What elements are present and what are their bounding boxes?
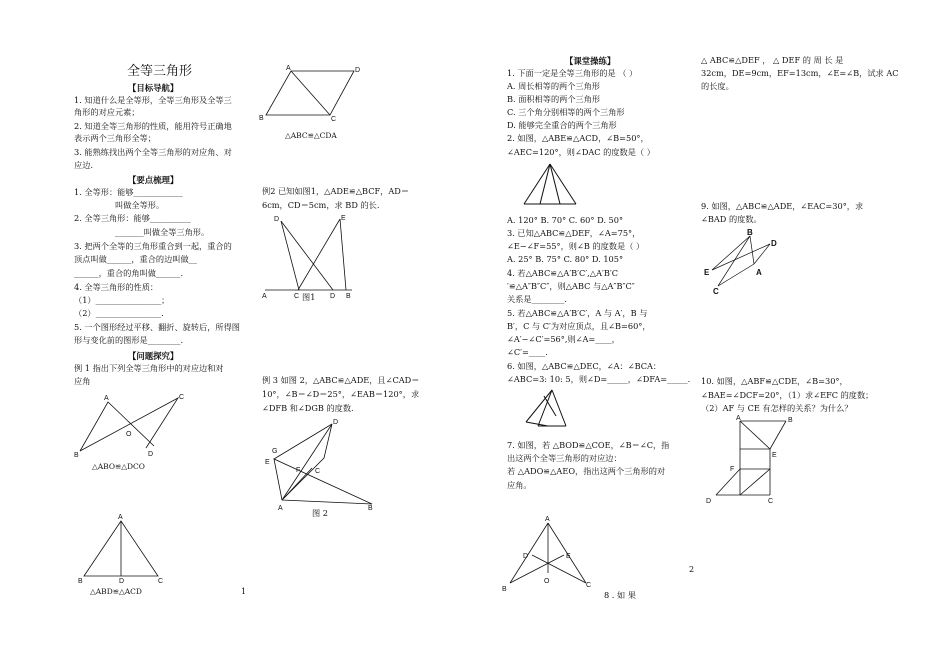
points-line: 叫做全等形。 bbox=[115, 200, 165, 210]
example2-line: 例2 已知如图1，△ADE≌△BCF，AD＝ bbox=[262, 186, 410, 196]
svg-text:D: D bbox=[148, 451, 154, 458]
svg-text:D: D bbox=[355, 67, 361, 74]
example2-line: 6cm，CD＝5cm，求 BD 的长. bbox=[262, 200, 380, 210]
points-line: （1）________________； bbox=[74, 295, 170, 305]
figure-caption-1: △ABO≌△DCO bbox=[92, 462, 145, 471]
example3-line: ∠DFB 和∠DGB 的度数. bbox=[262, 403, 354, 413]
q8-line: 32cm，DE=9cm，EF=13cm，∠E=∠B，试求 AC bbox=[701, 68, 899, 78]
q3-line: A. 25° B. 75° C. 80° D. 105° bbox=[507, 254, 624, 264]
q8-start: 8 . 如 果 bbox=[604, 590, 636, 600]
example1-line: 应角 bbox=[74, 376, 91, 386]
figure-caption-top: △ABC≌△CDA bbox=[285, 131, 337, 140]
svg-text:B: B bbox=[747, 228, 753, 237]
points-line: 2. 全等三角形：能够__________ bbox=[74, 213, 191, 223]
points-line: 1. 全等形：能够____________ bbox=[74, 187, 183, 197]
svg-text:D: D bbox=[523, 553, 529, 560]
goals-line: 应边. bbox=[74, 160, 93, 170]
svg-text:D: D bbox=[771, 239, 777, 248]
points-line: 4. 全等三角形的性质： bbox=[74, 282, 159, 292]
goals-line: 2. 知道全等三角形的性质，能用符号正确地 bbox=[74, 121, 232, 131]
figure-1-caption: 图1 bbox=[302, 292, 316, 302]
svg-text:C: C bbox=[315, 468, 321, 475]
svg-text:B: B bbox=[502, 586, 507, 593]
q6-line: 6. 如图，△ABC≌△DEC，∠A：∠BCA： bbox=[507, 361, 662, 371]
page-number-1: 1 bbox=[241, 587, 247, 596]
q6-figure bbox=[522, 386, 572, 431]
q1-line: B. 面积相等的两个三角形 bbox=[507, 94, 601, 104]
points-line: （2）________________. bbox=[74, 308, 164, 318]
svg-text:D: D bbox=[330, 293, 336, 300]
q7-line: 7. 如图，若 △BOD≌△COE，∠B＝∠C，指 bbox=[507, 440, 670, 450]
svg-text:D: D bbox=[119, 578, 125, 585]
svg-text:D: D bbox=[333, 419, 339, 426]
svg-text:A: A bbox=[545, 516, 550, 523]
svg-text:A: A bbox=[118, 514, 123, 521]
svg-text:E: E bbox=[566, 553, 571, 560]
svg-text:A: A bbox=[756, 268, 762, 277]
svg-text:F: F bbox=[730, 466, 735, 473]
example3-line: 10°，∠B＝∠D＝25°，∠EAB＝120°，求 bbox=[262, 389, 420, 399]
q3-line: ∠E−∠F=55°，则∠B 的度数是（ ） bbox=[507, 241, 645, 251]
svg-text:E: E bbox=[772, 452, 777, 459]
svg-text:C: C bbox=[586, 582, 592, 589]
svg-text:B: B bbox=[788, 417, 793, 424]
q10-line: 10. 如图，△ABF≌△CDE，∠B=30°， bbox=[701, 376, 848, 386]
figure-2-caption: 图 2 bbox=[312, 508, 328, 518]
points-line: 顶点叫做______，重合的边叫做__ bbox=[74, 254, 197, 264]
svg-text:A: A bbox=[104, 395, 109, 402]
q10-line: ∠BAE=∠DCF=20°，（1）求∠EFC 的度数； bbox=[701, 390, 874, 400]
q2-line: ∠AEC=120°，则∠DAC 的度数是（ ） bbox=[507, 147, 655, 157]
q9-line: 9. 如图，△ABC≌△ADE，∠EAC=30°，求 bbox=[701, 201, 864, 211]
q5-line: ∠A′−∠C′=56°,则∠A=____， bbox=[507, 334, 620, 344]
q4-line: 关系是________. bbox=[507, 294, 567, 304]
q10-line: （2）AF 与 CE 有怎样的关系？为什么？ bbox=[701, 403, 853, 413]
svg-text:C: C bbox=[331, 116, 337, 123]
example1-line: 例 1 指出下列全等三角形中的对应边和对 bbox=[74, 363, 224, 373]
points-line: ______，重合的角叫做______. bbox=[74, 268, 184, 278]
page-number-2: 2 bbox=[689, 565, 695, 574]
svg-text:C: C bbox=[713, 287, 719, 296]
page-title: 全等三角形 bbox=[127, 64, 193, 79]
points-heading: 【要点梳理】 bbox=[128, 175, 179, 185]
q2-options: A. 120° B. 70° C. 60° D. 50° bbox=[507, 215, 624, 225]
svg-text:E: E bbox=[704, 268, 710, 277]
svg-text:O: O bbox=[126, 431, 132, 438]
q5-line: B′，C 与 C′为对应顶点，且∠B=60°， bbox=[507, 321, 651, 331]
svg-text:B: B bbox=[259, 115, 264, 122]
svg-text:D: D bbox=[706, 498, 712, 505]
svg-text:F: F bbox=[296, 467, 301, 474]
q1-line: A. 周长相等的两个三角形 bbox=[507, 81, 600, 91]
svg-text:D: D bbox=[274, 216, 280, 223]
q8-line: △ ABC≌△DEF ， △ DEF 的 周 长 是 bbox=[701, 55, 844, 65]
goals-heading: 【目标导航】 bbox=[128, 83, 179, 93]
q7-figure bbox=[500, 515, 595, 595]
q5-line: ∠C′=____. bbox=[507, 347, 548, 357]
practice-heading: 【课堂操练】 bbox=[565, 56, 616, 66]
q10-figure bbox=[704, 413, 794, 508]
svg-text:B: B bbox=[74, 452, 79, 459]
q5-line: 5. 若△ABC≌△A′B′C′，A 与 A′，B 与 bbox=[507, 308, 648, 318]
svg-text:C: C bbox=[294, 293, 300, 300]
q3-line: 3. 已知△ABC≌△DEF，∠A=75°， bbox=[507, 228, 641, 238]
svg-text:G: G bbox=[272, 448, 278, 455]
goals-line: 角形的对应元素； bbox=[74, 107, 140, 117]
figure-abd-acd bbox=[78, 516, 168, 586]
q1-line: 1. 下面一定是全等三角形的是 （ ） bbox=[507, 68, 638, 78]
q7-line: 若 △ADO≌△AEO，指出这两个三角形的对 bbox=[507, 466, 666, 476]
q9-figure bbox=[704, 228, 794, 298]
svg-text:A: A bbox=[278, 505, 283, 512]
points-line: 3. 把两个全等的三角形重合到一起，重合的 bbox=[74, 241, 232, 251]
q8-line: 的长度。 bbox=[701, 81, 734, 91]
q9-line: ∠BAD 的度数。 bbox=[701, 214, 762, 224]
explore-heading: 【问题探究】 bbox=[128, 351, 179, 361]
q1-line: C. 三个角分别相等的两个三角形 bbox=[507, 107, 625, 117]
q7-line: 出这两个全等三角形的对应边： bbox=[507, 453, 622, 463]
svg-text:C: C bbox=[179, 394, 185, 401]
svg-text:C: C bbox=[768, 498, 774, 505]
goals-line: 3. 能熟练找出两个全等三角形的对应角、对 bbox=[74, 147, 232, 157]
svg-text:E: E bbox=[341, 215, 346, 222]
points-line: 5. 一个图形经过平移、翻折、旋转后，所得图 bbox=[74, 322, 240, 332]
example3-line: 例 3 如图 2，△ABC≌△ADE，且∠CAD＝ bbox=[262, 375, 420, 385]
svg-text:A: A bbox=[286, 65, 291, 72]
svg-text:A: A bbox=[262, 293, 267, 300]
q4-line: ′≌△A″B″C″，则△ABC 与△A″B″C″ bbox=[507, 281, 635, 291]
q2-line: 2. 如图，△ABE≌△ACD，∠B=50°， bbox=[507, 133, 649, 143]
q4-line: 4. 若△ABC≌△A′B′C′,△A′B′C bbox=[507, 268, 618, 278]
q2-figure bbox=[522, 160, 582, 210]
svg-text:B: B bbox=[78, 578, 83, 585]
svg-text:O: O bbox=[544, 578, 550, 585]
points-line: 形与变化前的图形是________. bbox=[74, 335, 184, 345]
q7-line: 应角。 bbox=[507, 480, 532, 490]
svg-text:E: E bbox=[265, 459, 270, 466]
goals-line: 1. 知道什么是全等形，全等三角形及全等三 bbox=[74, 95, 232, 105]
goals-line: 表示两个三角形全等； bbox=[74, 133, 156, 143]
figure-abo-dco bbox=[72, 390, 192, 460]
svg-text:A: A bbox=[736, 415, 741, 422]
figure-caption-2: △ABD≌△ACD bbox=[90, 587, 142, 596]
svg-text:B: B bbox=[346, 293, 351, 300]
figure-2 bbox=[262, 416, 382, 511]
q1-line: D. 能够完全重合的两个三角形 bbox=[507, 120, 617, 130]
points-line: _______叫做全等三角形。 bbox=[115, 227, 210, 237]
q6-line: ∠ABC=3: 10: 5，则∠D=_____，∠DFA=_____. bbox=[507, 374, 691, 384]
figure-abc-cda bbox=[258, 63, 368, 123]
svg-text:C: C bbox=[158, 578, 164, 585]
svg-text:B: B bbox=[368, 505, 373, 512]
